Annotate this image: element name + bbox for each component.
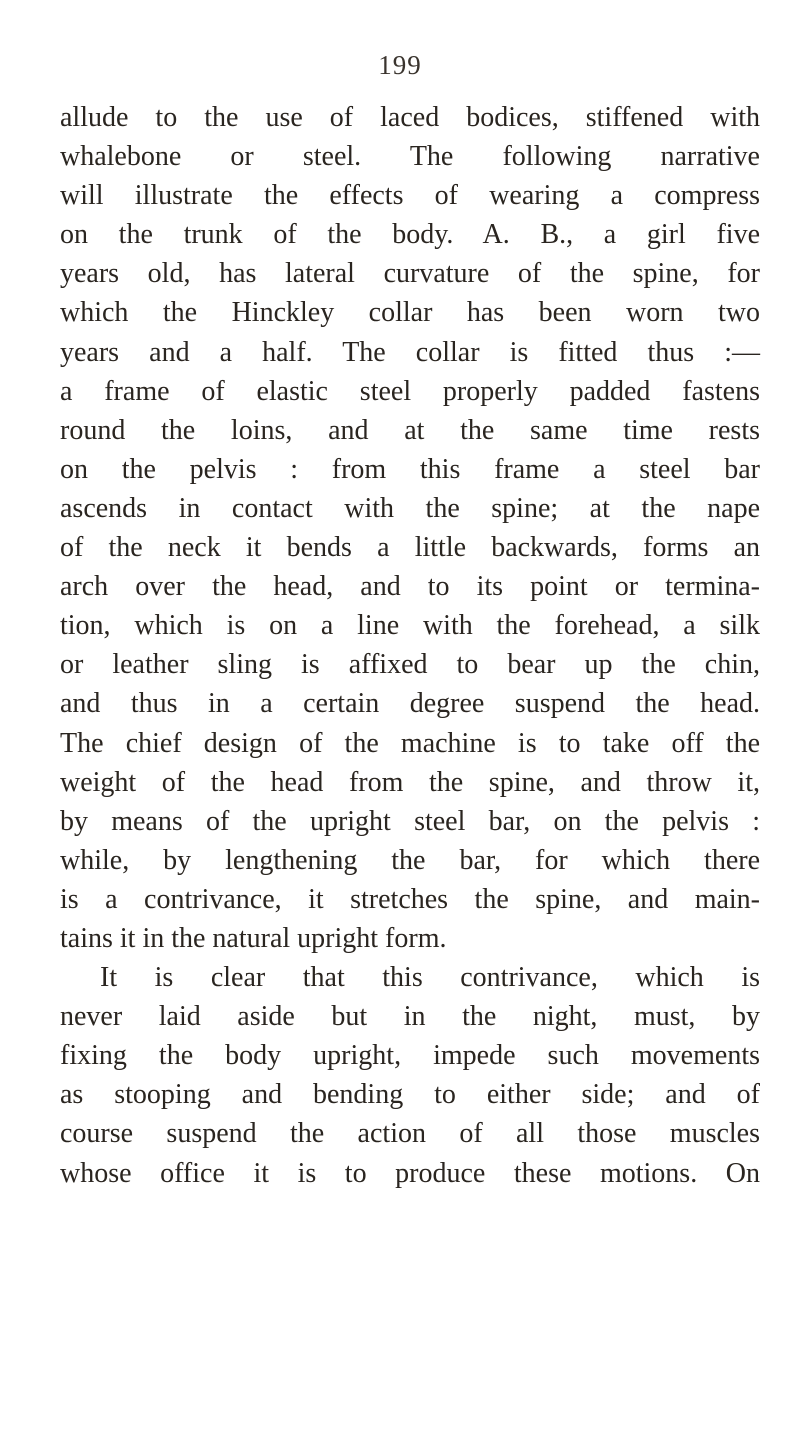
text-line: It is clear that this contrivance, which is <box>100 962 760 994</box>
text-line: a frame of elastic steel properly padded fastens <box>60 375 760 407</box>
text-line: never laid aside but in the night, must, by <box>60 1001 760 1033</box>
body-text <box>60 98 760 1193</box>
text-line: which the Hinckley collar has been worn two <box>60 297 760 329</box>
text-line: whalebone or steel. The following narrative <box>60 141 760 173</box>
text-line: weight of the head from the spine, and throw it, <box>60 766 760 798</box>
text-line: years old, has lateral curvature of the spine, for <box>60 258 760 290</box>
text-line: by means of the upright steel bar, on the pelvis : <box>60 805 760 837</box>
text-line: tion, which is on a line with the forehead, a silk <box>60 610 760 642</box>
text-line: allude to the use of laced bodices, stiffened with <box>60 102 760 133</box>
text-line: will illustrate the effects of wearing a compress <box>60 180 760 212</box>
text-line: is a contrivance, it stretches the spine, and main- <box>60 883 760 915</box>
text-line: fixing the body upright, impede such movements <box>60 1040 760 1072</box>
text-line: on the trunk of the body. A. B., a girl five <box>60 219 760 251</box>
text-line: The chief design of the machine is to take off the <box>60 727 760 759</box>
page-number: 199 <box>378 50 422 80</box>
text-line: round the loins, and at the same time rests <box>60 414 760 446</box>
text-line: years and a half. The collar is fitted thus :— <box>60 336 760 368</box>
text-line: or leather sling is affixed to bear up the chin, <box>60 649 760 681</box>
text-line: on the pelvis : from this frame a steel bar <box>60 453 760 485</box>
text-line: ascends in contact with the spine; at the nape <box>60 492 760 524</box>
text-line: while, by lengthening the bar, for which there <box>60 844 760 876</box>
text-line: arch over the head, and to its point or termina- <box>60 571 760 603</box>
text-line: course suspend the action of all those muscles <box>60 1118 760 1150</box>
text-line: of the neck it bends a little backwards, forms an <box>60 532 760 564</box>
text-line: whose office it is to produce these motions. On <box>60 1157 760 1189</box>
text-line: as stooping and bending to either side; and of <box>60 1079 760 1111</box>
text-line: tains it in the natural upright form. <box>60 922 447 954</box>
text-line: and thus in a certain degree suspend the head. <box>60 688 760 720</box>
